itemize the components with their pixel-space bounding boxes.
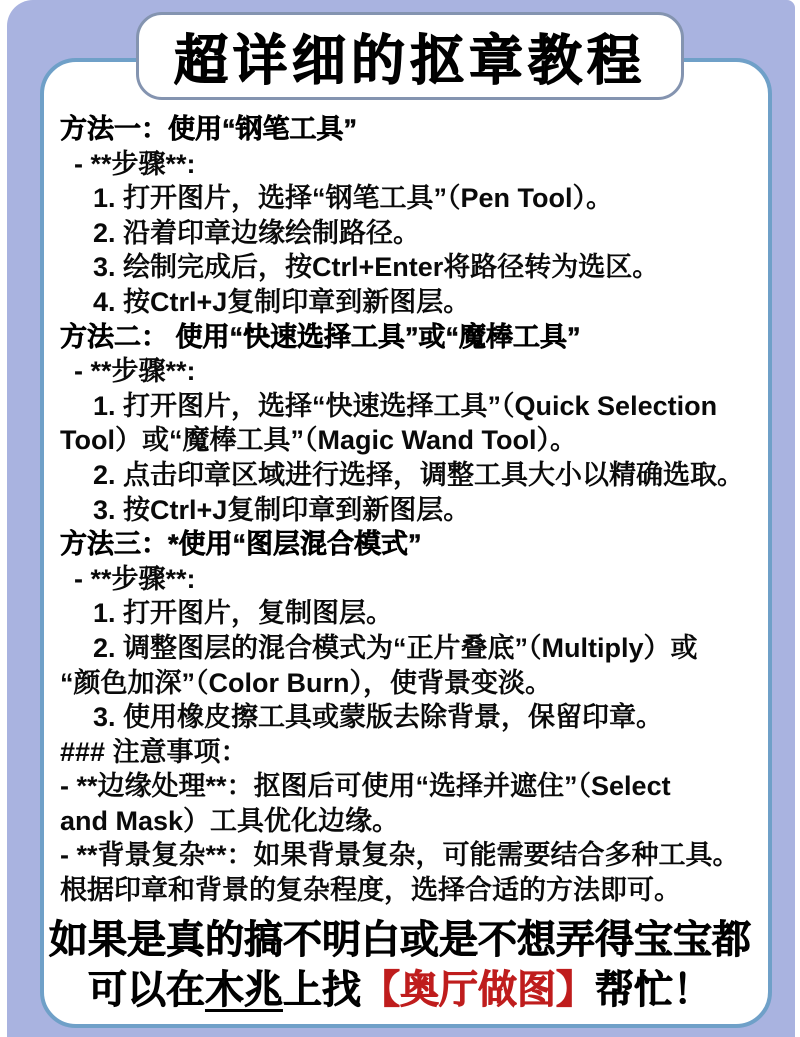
footer-line (48, 916, 752, 966)
tutorial-line: Tool）或“魔棒工具”（Magic Wand Tool）。 (60, 425, 577, 456)
tutorial-line: 2. 点击印章区域进行选择，调整工具大小以精确选取。 (93, 459, 745, 490)
tutorial-line: - **步骤**: (74, 563, 196, 594)
tutorial-line: - **步骤**: (74, 148, 196, 179)
footer-text: 上找 (282, 969, 361, 1012)
tutorial-line: 1. 打开图片，选择“快速选择工具”（Quick Selection (93, 390, 718, 421)
tutorial-line: ### 注意事项： (60, 736, 248, 767)
footer-text: 可以在 (87, 969, 205, 1012)
tutorial-line: 2. 沿着印章边缘绘制路径。 (93, 217, 421, 248)
platform-name-underlined: 木兆 (204, 969, 283, 1012)
tutorial-line: 4. 按Ctrl+J复制印章到新图层。 (93, 286, 471, 317)
page-title: 超详细的抠章教程 (174, 30, 646, 91)
tutorial-line: and Mask）工具优化边缘。 (60, 805, 400, 836)
method-heading: 方法一：使用“钢笔工具” (60, 114, 357, 144)
tutorial-line: “颜色加深”（Color Burn），使背景变淡。 (60, 667, 552, 698)
footer-line (48, 966, 752, 1016)
method-heading: 方法三：*使用“图层混合模式” (60, 529, 422, 560)
tutorial-line: - **背景复杂**：如果背景复杂，可能需要结合多种工具。 (60, 840, 740, 871)
footer-text: 如果是真的搞不明白或是不想弄得宝宝都 (48, 919, 751, 962)
tutorial-line: 3. 绘制完成后，按Ctrl+Enter将路径转为选区。 (93, 252, 660, 283)
method-heading: 方法二： 使用“快速选择工具”或“魔棒工具” (60, 321, 581, 352)
tutorial-line: - **步骤**: (74, 356, 196, 387)
tutorial-line: - **边缘处理**：抠图后可使用“选择并遮住”（Select (60, 771, 671, 802)
footer-callout (48, 916, 752, 1016)
tutorial-line: 3. 使用橡皮擦工具或蒙版去除背景，保留印章。 (93, 702, 664, 733)
tutorial-line: 根据印章和背景的复杂程度，选择合适的方法即可。 (60, 875, 681, 906)
tutorial-line: 1. 打开图片，选择“钢笔工具”（Pen Tool）。 (93, 183, 614, 214)
brand-name-highlight: 【奥厅做图】 (361, 969, 596, 1012)
tutorial-line: 1. 打开图片，复制图层。 (93, 598, 394, 629)
tutorial-line: 3. 按Ctrl+J复制印章到新图层。 (93, 494, 471, 525)
tutorial-body (60, 112, 768, 908)
title-banner (136, 12, 684, 100)
footer-text: 帮忙！ (595, 969, 713, 1012)
tutorial-line: 2. 调整图层的混合模式为“正片叠底”（Multiply）或 (93, 632, 698, 663)
